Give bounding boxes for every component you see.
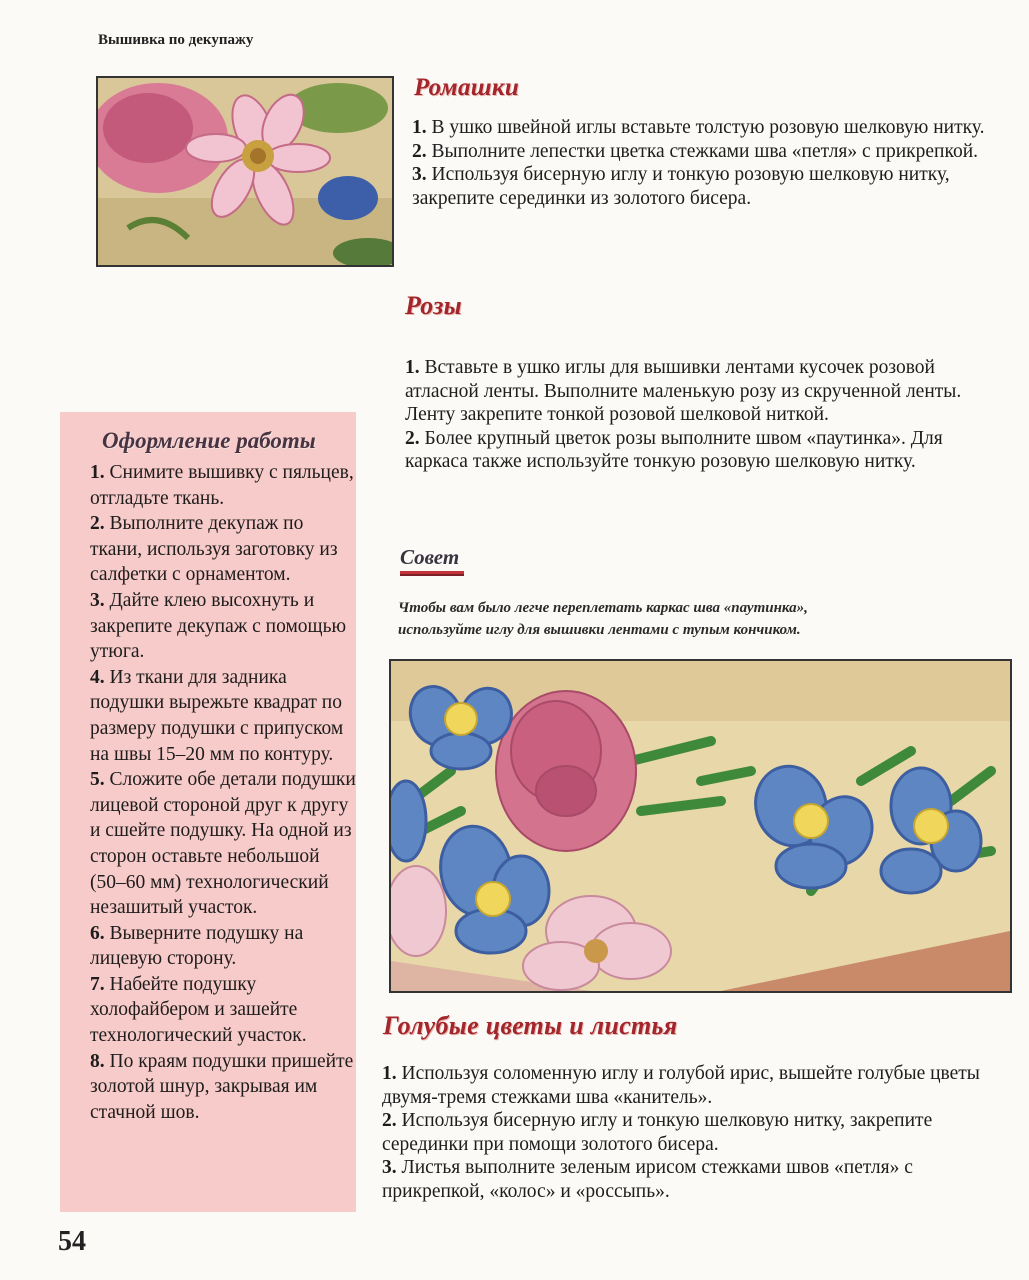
- list-item: 3. Листья выполните зеленым ирисом стежками швов «петля» с прикрепкой, «колос» и «россыпь».: [382, 1157, 913, 1202]
- running-header: Вышивка по декупажу: [98, 32, 254, 48]
- tip-text: Чтобы вам было легче переплетать каркас шва «паутинка», используйте иглу для вышивки лентами с тупым кончиком.: [398, 600, 808, 638]
- list-item: 3. Используя бисерную иглу и тонкую розовую шелковую нитку, закрепите серединки из золотого бисера.: [412, 164, 950, 209]
- list-item: 7. Набейте подушку холофайбером и зашейте технологический участок.: [90, 973, 307, 1047]
- list-item: 1. В ушко швейной иглы вставьте толстую розовую шелковую нитку.: [412, 117, 985, 138]
- list-item: 2. Более крупный цветок розы выполните швом «паутинка». Для каркаса также используйте тонкую розовую шелковую нитку.: [405, 427, 943, 472]
- rose-blue-flowers-photo: [389, 659, 1012, 993]
- tip-underline: [400, 571, 464, 576]
- list-item: 6. Выверните подушку на лицевую сторону.: [90, 922, 304, 970]
- list-item: 2. Используя бисерную иглу и тонкую шелковую нитку, закрепите серединки при помощи золотого бисера.: [382, 1110, 933, 1155]
- list-item: 1. Снимите вышивку с пяльцев, отгладьте ткань.: [90, 462, 354, 509]
- section-title-rozy: Розы: [405, 291, 462, 320]
- list-item: 3. Дайте клею высохнуть и закрепите декупаж с помощью утюга.: [90, 589, 347, 663]
- list-item: 8. По краям подушки пришейте золотой шнур, закрывая им стачной шов.: [90, 1050, 354, 1123]
- tip-title: Совет: [400, 545, 460, 569]
- rozy-steps: [405, 356, 1005, 474]
- page-number: 54: [58, 1226, 86, 1257]
- list-item: 5. Сложите обе детали подушки лицевой стороной друг к другу и сшейте подушку. На одной из сторон оставьте небольшой (50–60 мм) технологический незашитый участок.: [90, 769, 356, 919]
- sidebar-title: Оформление работы: [102, 428, 316, 453]
- romashki-steps: [412, 116, 1022, 210]
- daisy-embroidery-photo: [96, 76, 394, 267]
- list-item: 2. Выполните лепестки цветка стежками шва «петля» с прикрепкой.: [412, 140, 979, 162]
- section-title-blue-flowers: Голубые цветы и листья: [383, 1011, 678, 1040]
- sidebar-steps: [90, 460, 358, 1125]
- list-item: 4. Из ткани для задника подушки вырежьте квадрат по размеру подушки с припуском на швы 15–20 мм по контуру.: [90, 666, 344, 765]
- list-item: 1. Используя соломенную иглу и голубой ирис, вышейте голубые цветы двумя-тремя стежками шва «канитель».: [382, 1063, 980, 1108]
- section-title-romashki: Ромашки: [414, 74, 520, 101]
- blue-flowers-steps: [382, 1062, 1012, 1203]
- list-item: 2. Выполните декупаж по ткани, используя заготовку из салфетки с орнаментом.: [90, 513, 338, 586]
- list-item: 1. Вставьте в ушко иглы для вышивки лентами кусочек розовой атласной ленты. Выполните маленькую розу из скрученной ленты. Ленту закрепите тонкой розовой шелковой ниткой.: [405, 357, 962, 425]
